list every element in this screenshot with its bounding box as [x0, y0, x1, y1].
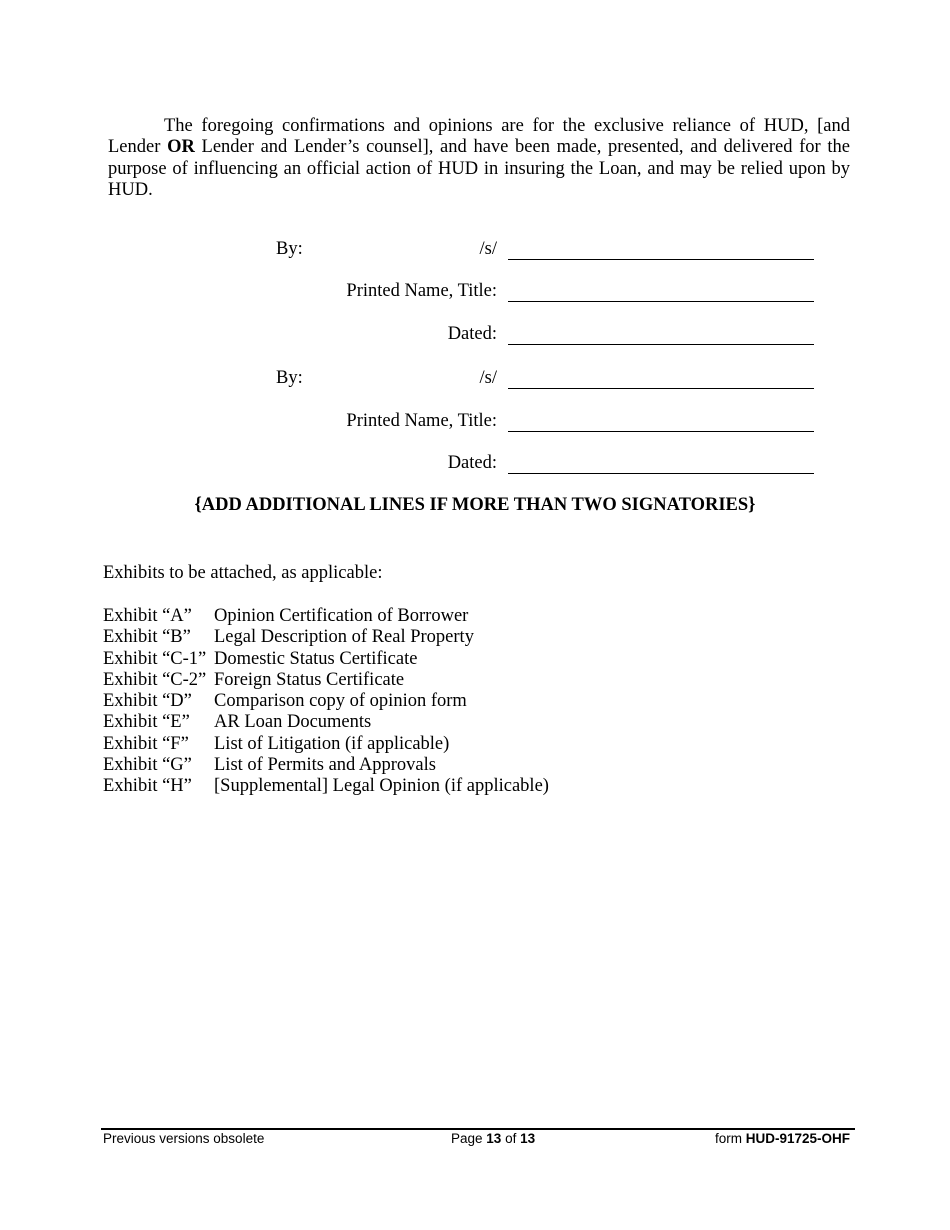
by-label: By:: [276, 368, 303, 388]
additional-signatories-notice: {ADD ADDITIONAL LINES IF MORE THAN TWO SIGNATORIES}: [194, 495, 756, 515]
exhibit-code: Exhibit “G”: [103, 755, 192, 776]
exhibit-code: Exhibit “A”: [103, 606, 192, 626]
page-of: of: [505, 1131, 517, 1146]
printed-name-label: Printed Name, Title:: [346, 281, 497, 301]
form-prefix: form: [714, 1131, 742, 1146]
form-number: HUD-91725-OHF: [745, 1131, 850, 1146]
exhibit-code: Exhibit “C-1”: [103, 648, 207, 669]
signature-line[interactable]: [508, 259, 814, 260]
exhibit-code: Exhibit “E”: [103, 712, 190, 733]
exhibit-code: Exhibit “F”: [103, 733, 189, 754]
page-total: 13: [520, 1131, 536, 1146]
exhibit-code: Exhibit “C-2”: [103, 669, 207, 690]
dated-line[interactable]: [508, 344, 814, 345]
exhibit-code: Exhibit “B”: [103, 627, 191, 648]
dated-row-2: [0, 453, 950, 479]
paragraph-text-1: The foregoing confirmations and opinions are for the exclusive reliance of HUD, [and Lender: [108, 116, 850, 158]
exhibit-description: Foreign Status Certificate: [214, 669, 405, 690]
exhibit-description: [Supplemental] Legal Opinion (if applicable): [214, 776, 549, 797]
dated-row-1: [0, 324, 950, 350]
exhibit-description: Opinion Certification of Borrower: [214, 606, 469, 626]
printed-name-label: Printed Name, Title:: [346, 411, 497, 431]
exhibit-description: List of Litigation (if applicable): [214, 733, 450, 754]
signature-label: /s/: [479, 239, 497, 259]
page-current: 13: [486, 1131, 502, 1146]
page-word: Page: [451, 1131, 483, 1146]
exhibit-description: Domestic Status Certificate: [214, 648, 418, 669]
exhibit-description: AR Loan Documents: [214, 712, 372, 733]
printed-name-row-1: [0, 281, 950, 307]
exhibit-code: Exhibit “H”: [103, 776, 192, 797]
signature-row-2: [0, 368, 950, 394]
signature-line[interactable]: [508, 388, 814, 389]
exhibit-description: List of Permits and Approvals: [214, 755, 436, 776]
printed-name-line[interactable]: [508, 431, 814, 432]
exhibit-description: Comparison copy of opinion form: [214, 691, 467, 712]
dated-line[interactable]: [508, 473, 814, 474]
exhibit-code: Exhibit “D”: [103, 691, 192, 712]
exhibit-description: Legal Description of Real Property: [214, 627, 474, 648]
dated-label: Dated:: [447, 324, 497, 344]
paragraph-bold-or: OR: [167, 137, 195, 158]
footer-rule: [101, 1128, 855, 1130]
by-label: By:: [276, 239, 303, 259]
footer-obsolete-note: Previous versions obsolete: [103, 1131, 265, 1146]
signature-label: /s/: [479, 368, 497, 388]
paragraph-text-2: Lender and Lender’s counsel], and have been made, presented, and delivered for the purpose of influencing an official action of HUD in insuring the Loan, and may be relied upon by HUD.: [108, 137, 850, 200]
dated-label: Dated:: [447, 453, 497, 473]
footer-page-number: [451, 1131, 535, 1146]
reliance-paragraph: [108, 116, 850, 201]
signature-row-1: [0, 239, 950, 265]
printed-name-row-2: [0, 411, 950, 437]
printed-name-line[interactable]: [508, 301, 814, 302]
exhibits-intro: Exhibits to be attached, as applicable:: [103, 563, 383, 583]
footer-form-number: [715, 1131, 850, 1146]
